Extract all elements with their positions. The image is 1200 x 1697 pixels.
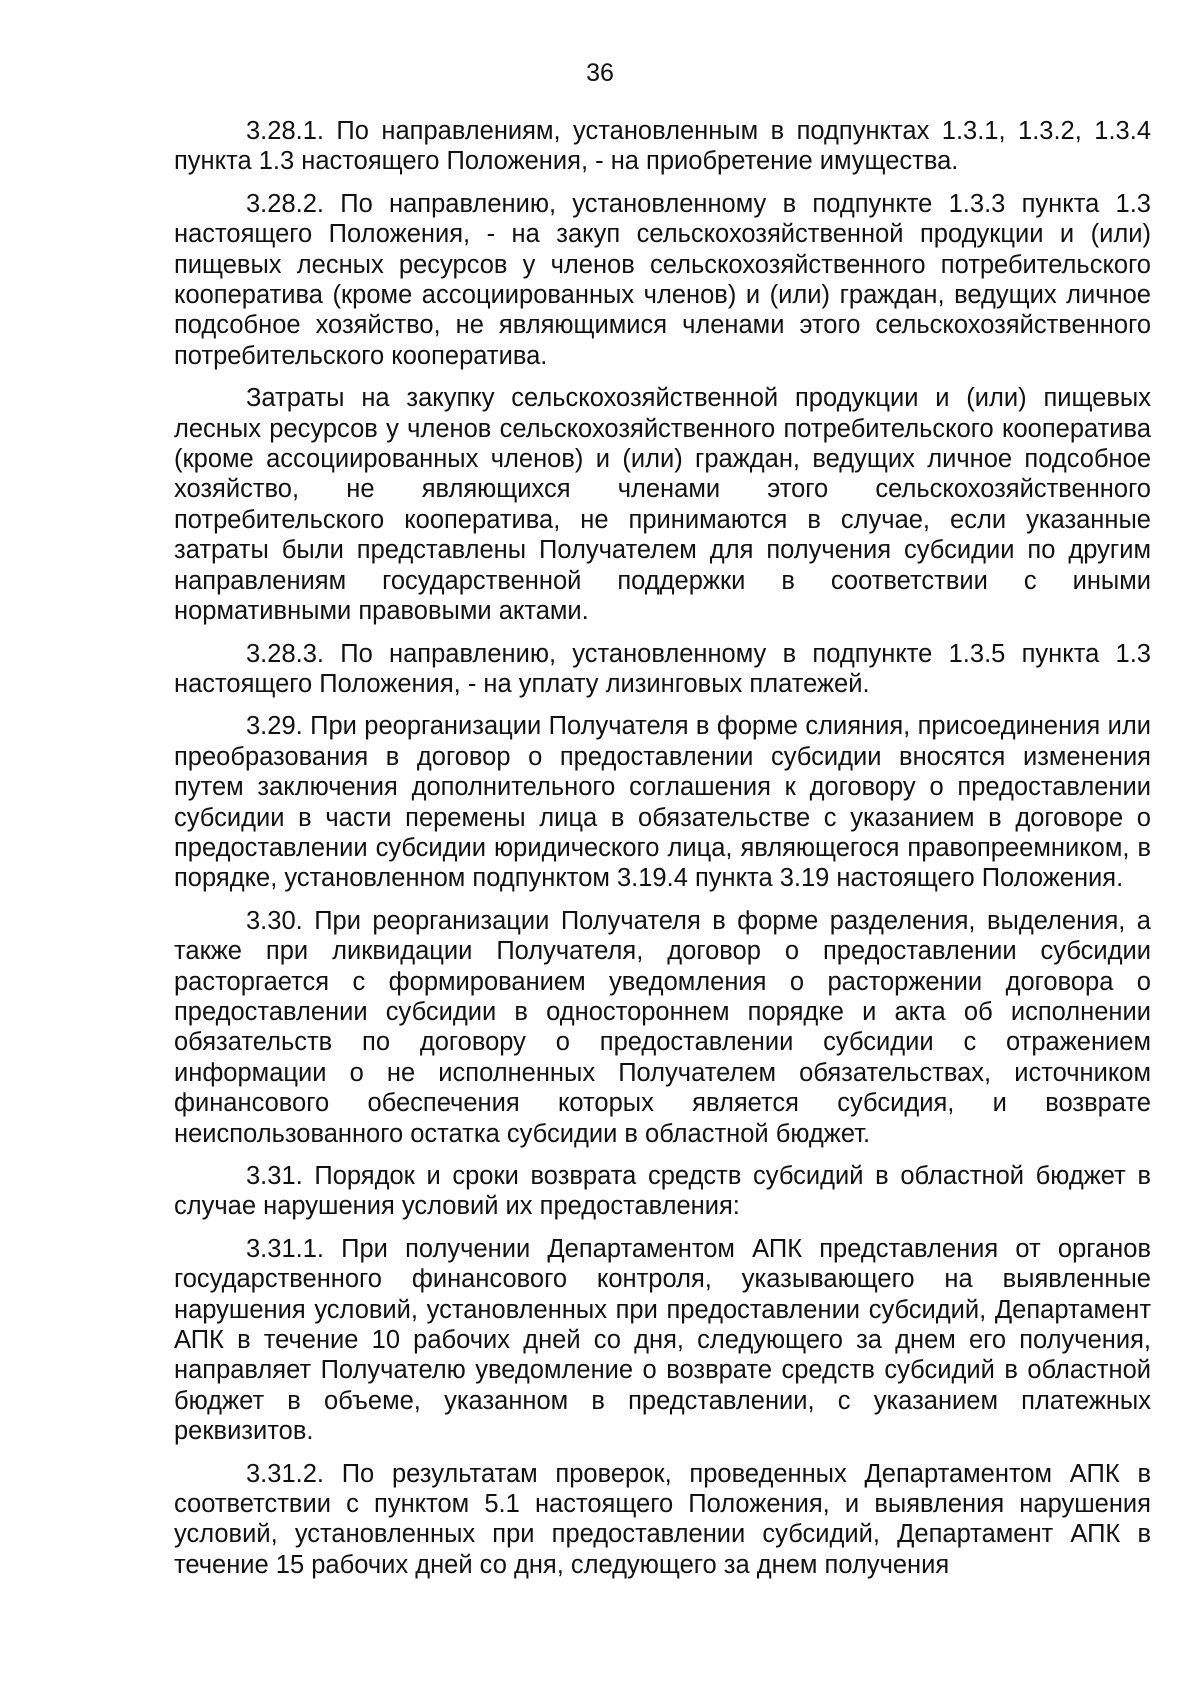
paragraph-3-31-1: 3.31.1. При получении Департаментом АПК представления от органов государственного финансового контроля, указывающего на выявленные нарушения условий, установленных при предоставлении субсидий, Департамент АПК в течение 10 рабочих дней со дня, следующего за днем его получения, направляет Получателю уведомление о возврате средств субсидий в областной бюджет в объеме, указанном в представлении, с указанием платежных реквизитов. bbox=[174, 1234, 1151, 1446]
paragraph-3-31-2: 3.31.2. По результатам проверок, проведенных Департаментом АПК в соответствии с пунктом 5.1 настоящего Положения, и выявления нарушения условий, установленных при предоставлении субсидий, Департамент АПК в течение 15 рабочих дней со дня, следующего за днем получения bbox=[174, 1459, 1151, 1579]
paragraph-costs: Затраты на закупку сельскохозяйственной продукции и (или) пищевых лесных ресурсов у членов сельскохозяйственного потребительского кооператива (кроме ассоциированных членов) и (или) граждан, ведущих личное подсобное хозяйство, не являющихся членами этого сельскохозяйственного потребительского кооператива, не принимаются в случае, если указанные затраты были представлены Получателем для получения субсидии по другим направлениям государственной поддержки в соответствии с иными нормативными правовыми актами. bbox=[174, 384, 1151, 626]
paragraph-3-28-3: 3.28.3. По направлению, установленному в подпункте 1.3.5 пункта 1.3 настоящего Положения, - на уплату лизинговых платежей. bbox=[174, 639, 1151, 698]
paragraph-3-28-2: 3.28.2. По направлению, установленному в подпункте 1.3.3 пункта 1.3 настоящего Положения, - на закуп сельскохозяйственной продукции и (или) пищевых лесных ресурсов у членов сельскохозяйственного потребительского кооператива (кроме ассоциированных членов) и (или) граждан, ведущих личное подсобное хозяйство, не являющимися членами этого сельскохозяйственного потребительского кооператива. bbox=[174, 189, 1151, 370]
page-number: 36 bbox=[586, 59, 614, 87]
paragraph-3-31: 3.31. Порядок и сроки возврата средств субсидий в областной бюджет в случае нарушения условий их предоставления: bbox=[174, 1162, 1151, 1221]
document-body bbox=[174, 116, 1151, 1590]
paragraph-3-28-1: 3.28.1. По направлениям, установленным в подпунктах 1.3.1, 1.3.2, 1.3.4 пункта 1.3 настоящего Положения, - на приобретение имущества. bbox=[174, 117, 1151, 176]
paragraph-3-29: 3.29. При реорганизации Получателя в форме слияния, присоединения или преобразования в договор о предоставлении субсидии вносятся изменения путем заключения дополнительного соглашения к договору о предоставлении субсидии в части перемены лица в обязательстве с указанием в договоре о предоставлении субсидии юридического лица, являющегося правопреемником, в порядке, установленном подпунктом 3.19.4 пункта 3.19 настоящего Положения. bbox=[174, 712, 1151, 893]
paragraph-3-30: 3.30. При реорганизации Получателя в форме разделения, выделения, а также при ликвидации Получателя, договор о предоставлении субсидии расторгается с формированием уведомления о расторжении договора о предоставлении субсидии в одностороннем порядке и акта об исполнении обязательств по договору о предоставлении субсидии с отражением информации о не исполненных Получателем обязательствах, источником финансового обеспечения которых является субсидия, и возврате неиспользованного остатка субсидии в областной бюджет. bbox=[174, 906, 1151, 1148]
